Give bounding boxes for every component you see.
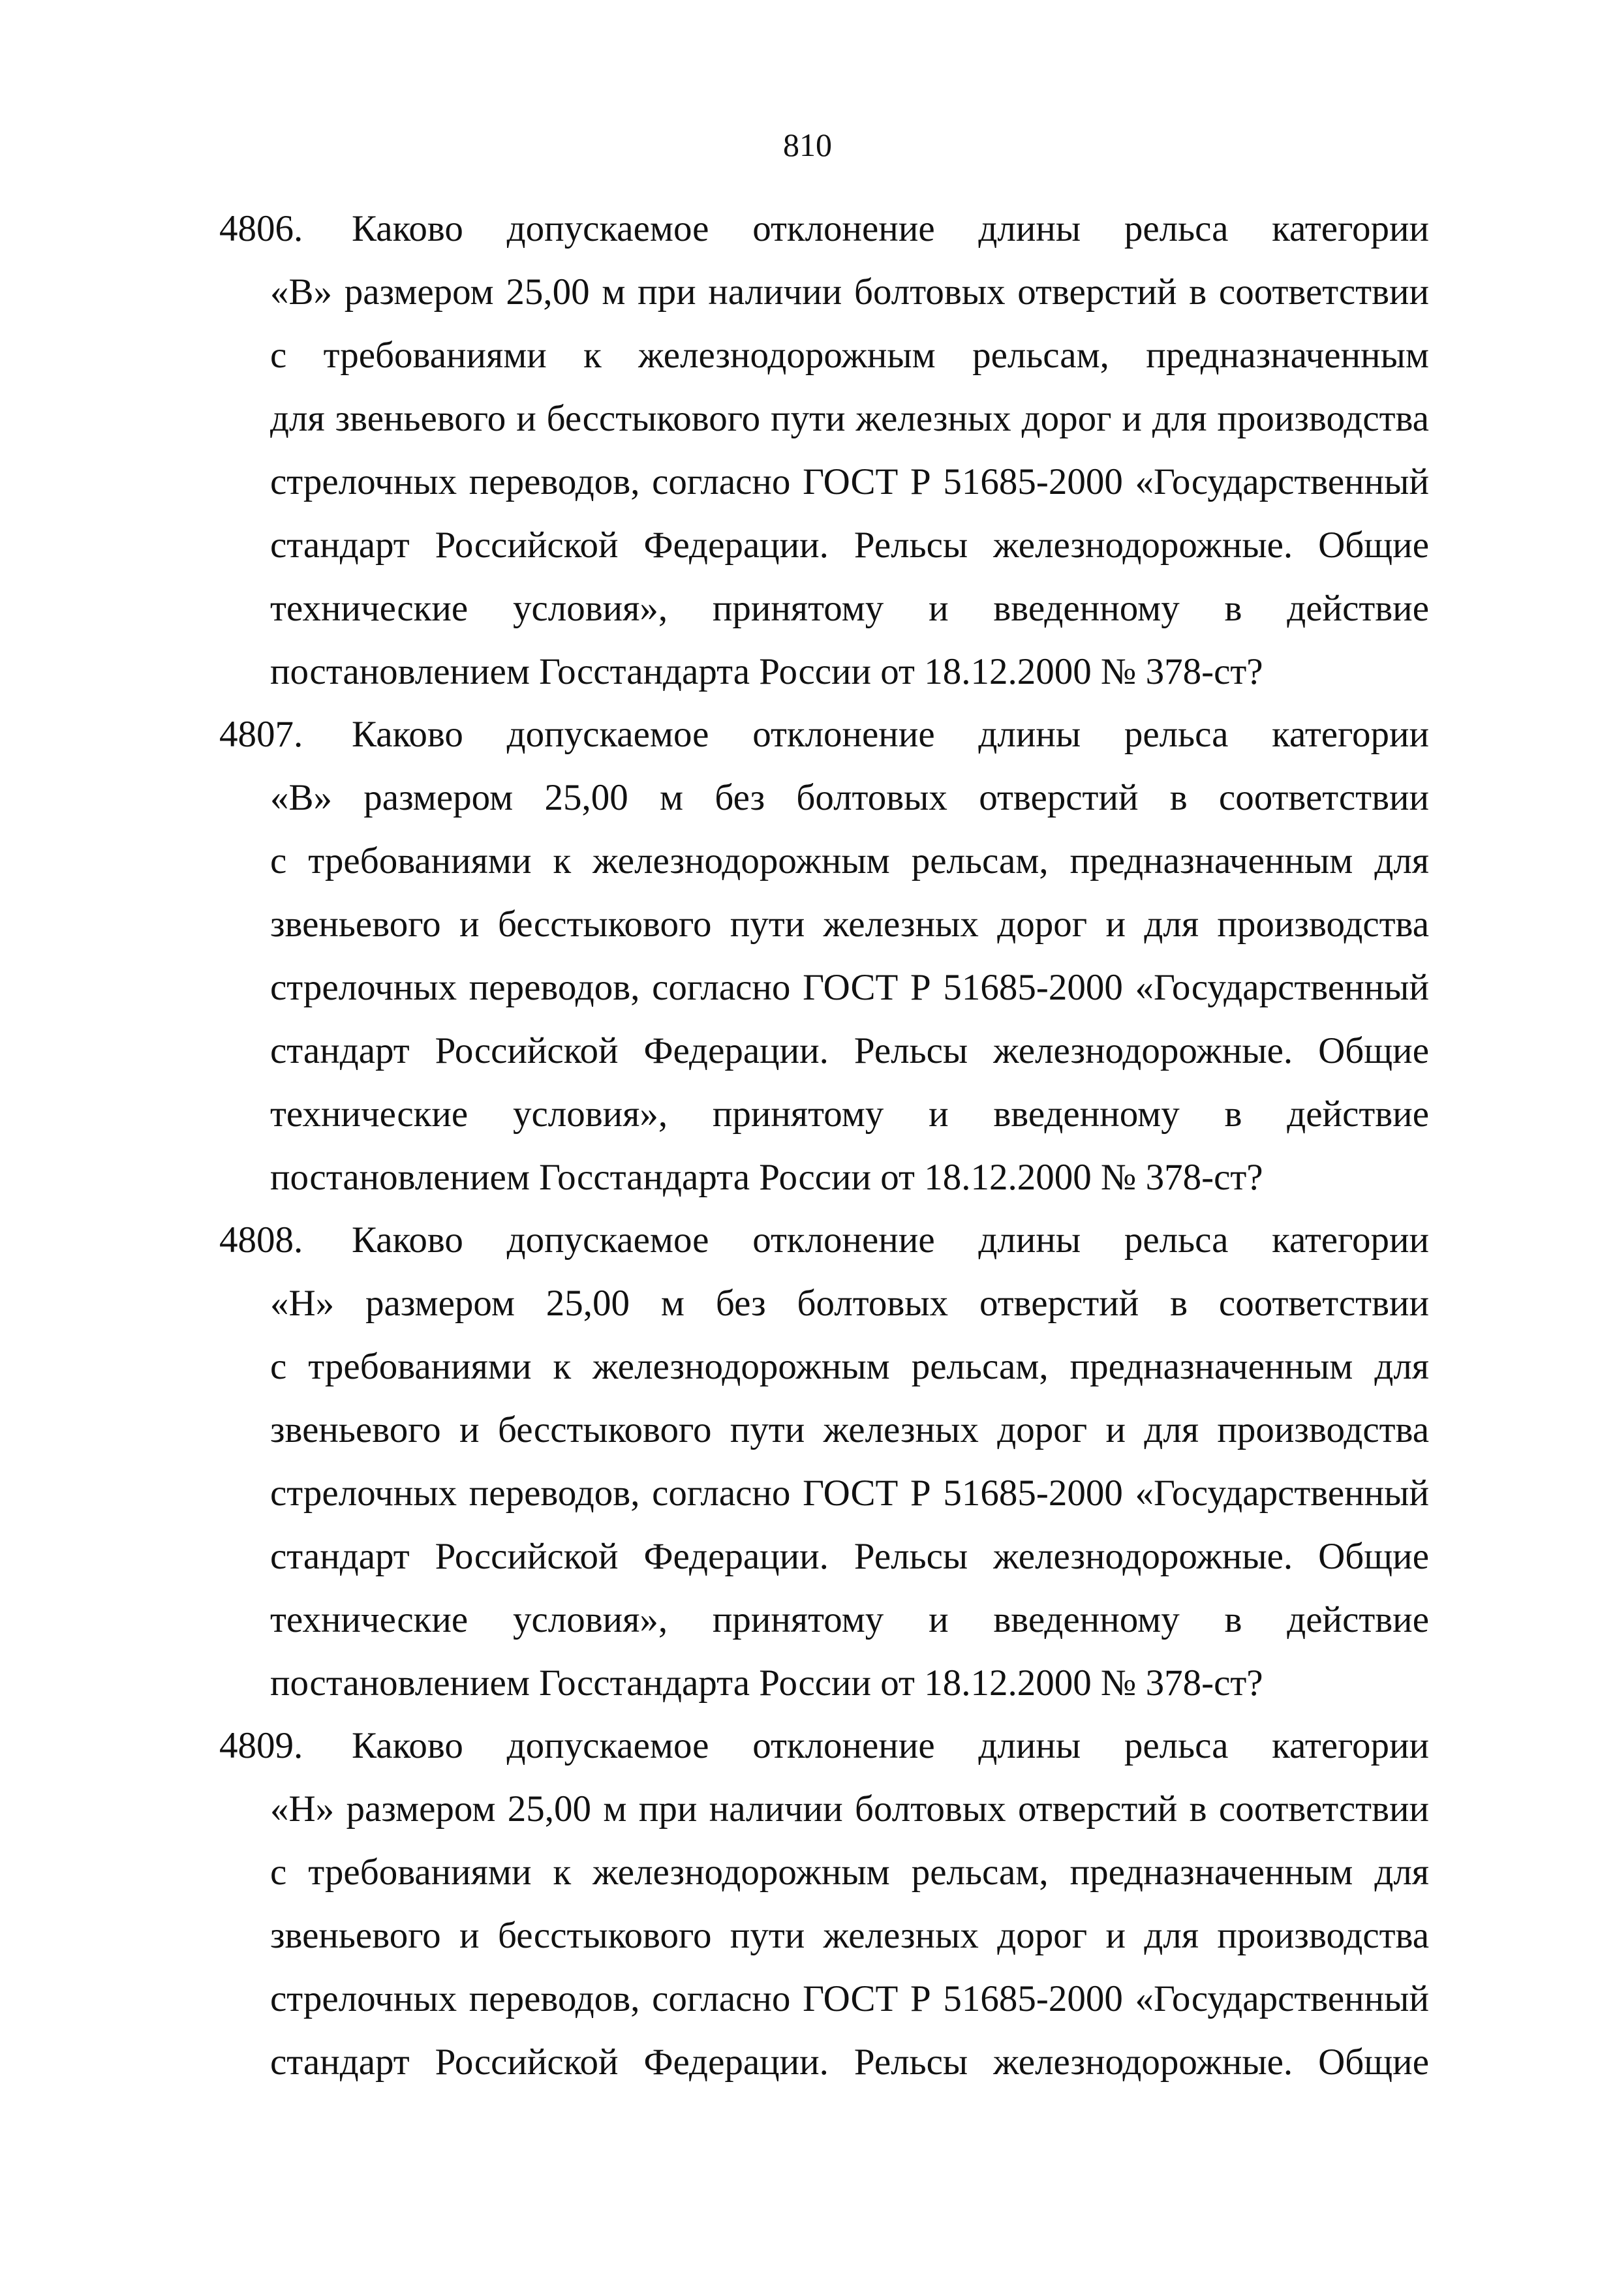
question-first-line — [219, 1217, 1429, 1263]
page-number: 810 — [783, 127, 832, 163]
question-number: 4806. — [219, 208, 303, 249]
question-text-line: технические условия», принятому и введенному в действие — [270, 588, 1429, 629]
question-text-line: стандарт Российской Федерации. Рельсы железнодорожные. Общие — [270, 525, 1429, 566]
question-text-line: технические условия», принятому и введенному в действие — [270, 1094, 1429, 1135]
question-text-line: с требованиями к железнодорожным рельсам, предназначенным — [270, 335, 1429, 376]
question-first-line — [219, 1723, 1429, 1769]
question-number: 4808. — [219, 1219, 303, 1261]
question-text-line: Каково допускаемое отклонение длины рельса категории — [352, 714, 1429, 755]
question-text-line: звеньевого и бесстыкового пути железных дорог и для производства — [270, 1409, 1429, 1450]
question-text-line: постановлением Госстандарта России от 18.12.2000 № 378-ст? — [270, 1157, 1263, 1198]
question-text-line: стрелочных переводов, согласно ГОСТ Р 51685-2000 «Государственный — [270, 461, 1429, 502]
question-text-line: Каково допускаемое отклонение длины рельса категории — [352, 208, 1429, 249]
question-first-line — [219, 206, 1429, 252]
question-number: 4809. — [219, 1725, 303, 1766]
question-number: 4807. — [219, 714, 303, 755]
question-text-line: Каково допускаемое отклонение длины рельса категории — [352, 1219, 1429, 1261]
question-text-line: технические условия», принятому и введенному в действие — [270, 1599, 1429, 1640]
question-text-line: звеньевого и бесстыкового пути железных дорог и для производства — [270, 1915, 1429, 1956]
question-text-line: «Н» размером 25,00 м при наличии болтовых отверстий в соответствии — [270, 1788, 1429, 1829]
question-text-line: постановлением Госстандарта России от 18.12.2000 № 378-ст? — [270, 651, 1263, 692]
question-text-line: с требованиями к железнодорожным рельсам, предназначенным для — [270, 1852, 1429, 1893]
question-text-line: «В» размером 25,00 м без болтовых отверстий в соответствии — [270, 777, 1429, 818]
question-text-line: с требованиями к железнодорожным рельсам, предназначенным для — [270, 1346, 1429, 1387]
question-text-line: стандарт Российской Федерации. Рельсы железнодорожные. Общие — [270, 1536, 1429, 1577]
question-text-line: «Н» размером 25,00 м без болтовых отверстий в соответствии — [270, 1283, 1429, 1324]
question-text-line: стрелочных переводов, согласно ГОСТ Р 51685-2000 «Государственный — [270, 1978, 1429, 2019]
question-text-line: «В» размером 25,00 м при наличии болтовых отверстий в соответствии — [270, 271, 1429, 313]
question-text-line: стрелочных переводов, согласно ГОСТ Р 51685-2000 «Государственный — [270, 967, 1429, 1008]
question-text-line: для звеньевого и бесстыкового пути железных дорог и для производства — [270, 398, 1429, 439]
question-text-line: стандарт Российской Федерации. Рельсы железнодорожные. Общие — [270, 2042, 1429, 2083]
question-text-line: звеньевого и бесстыкового пути железных дорог и для производства — [270, 904, 1429, 945]
question-text-line: постановлением Госстандарта России от 18.12.2000 № 378-ст? — [270, 1662, 1263, 1704]
question-text-line: Каково допускаемое отклонение длины рельса категории — [352, 1725, 1429, 1766]
question-text-line: стрелочных переводов, согласно ГОСТ Р 51685-2000 «Государственный — [270, 1473, 1429, 1514]
question-first-line — [219, 712, 1429, 758]
question-text-line: с требованиями к железнодорожным рельсам, предназначенным для — [270, 840, 1429, 881]
question-text-line: стандарт Российской Федерации. Рельсы железнодорожные. Общие — [270, 1030, 1429, 1071]
